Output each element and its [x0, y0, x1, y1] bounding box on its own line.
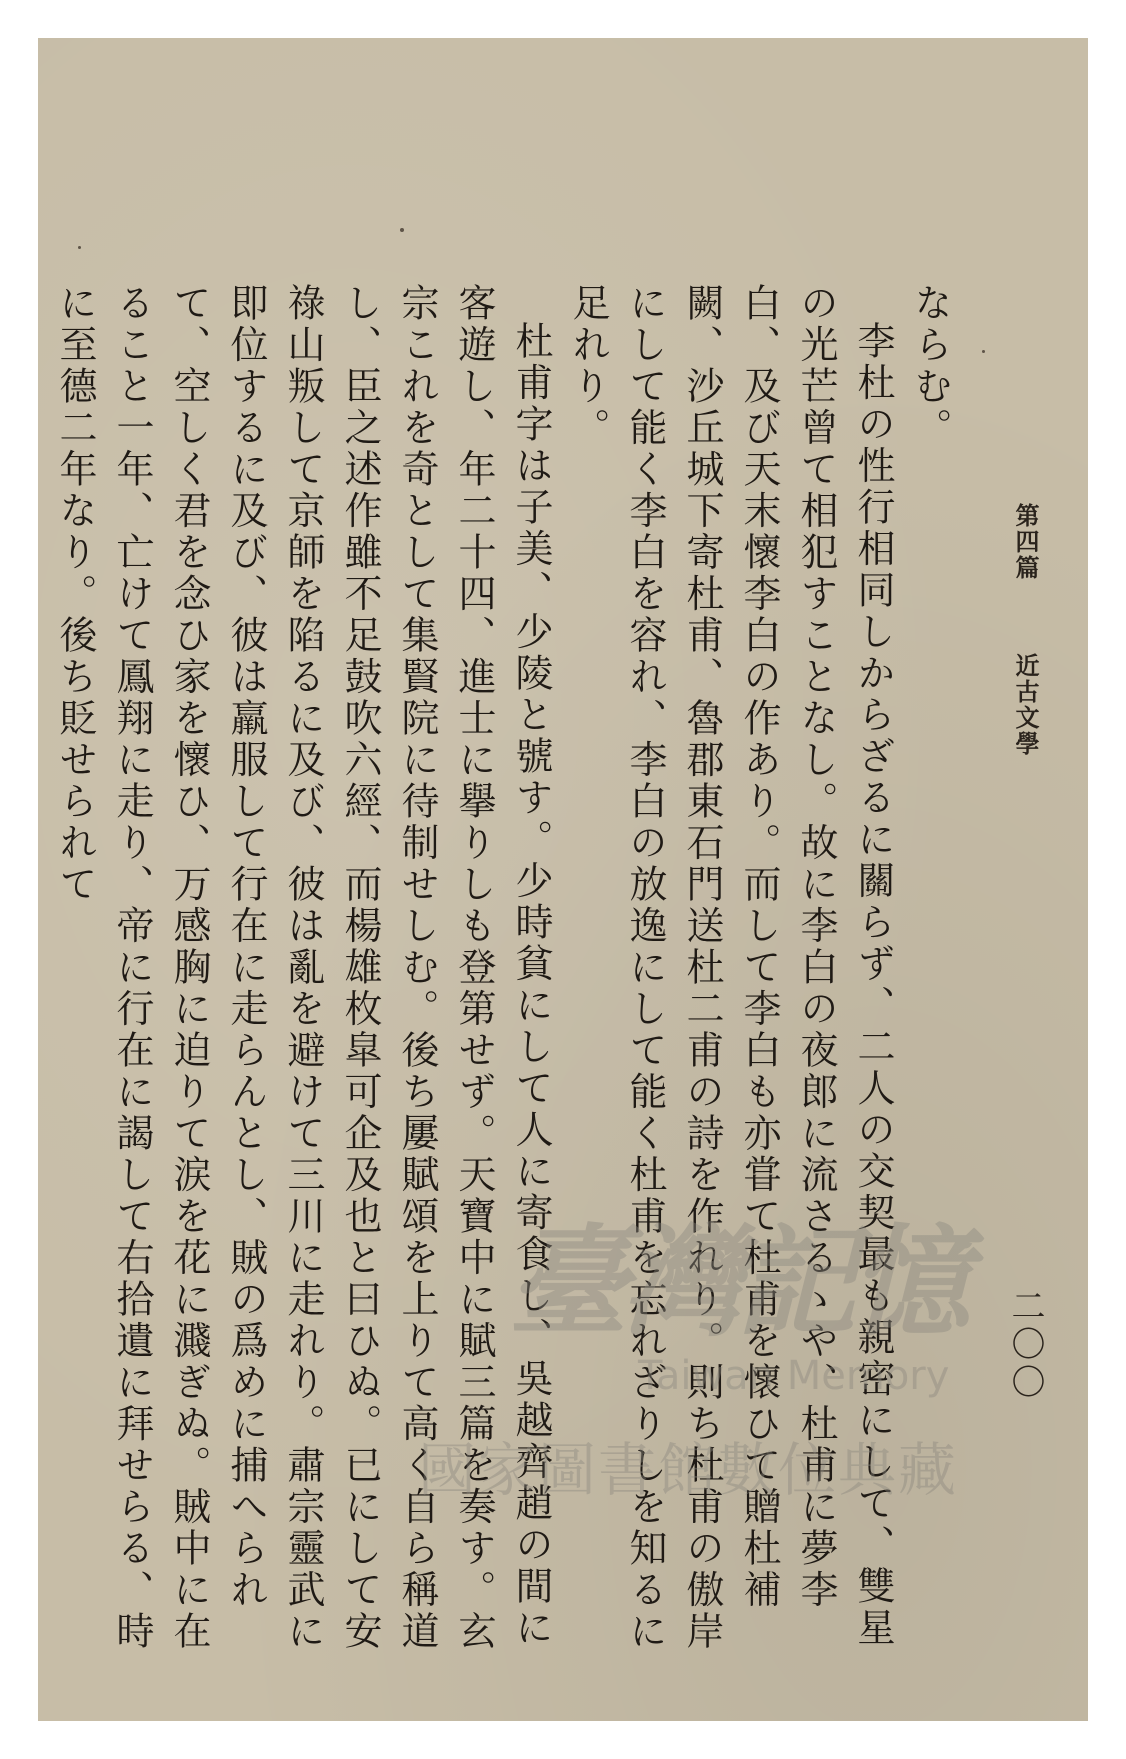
running-head: 第四篇	[1011, 503, 1040, 581]
watermark-subtitle: Taiwan Memory	[638, 1353, 950, 1399]
paragraph-continuation: ならむ。	[908, 283, 952, 449]
paragraph-li-du: 李杜の性行相同しからざるに關らず、二人の交契最も親密にして、雙星の光芒曾て相犯すことなし。故に李白の夜郎に流さるゝや、杜甫に夢李白、及び天末懷李白の作あり。而して李白も亦甞て杜甫を懷ひて贈杜補闕、沙丘城下寄杜甫、魯郡東石門送杜二甫の詩を作れり。則ち杜甫の傲岸にして能く李白を容れ、李白の放逸にして能く杜甫を忘れざりしを知るに足れり。	[566, 283, 895, 1653]
paragraph-du-fu: 杜甫字は子美、少陵と號す。少時貧にして人に寄食し、吳越齊趙の間に客遊し、年二十四、進士に擧りしも登第せず。天寶中に賦三篇を奏す。玄宗これを奇として集賢院に待制せしむ。後ち屢賦頌を上りて高く自ら稱道し、臣之述作雖不足鼓吹六經、而楊雄枚皐可企及也と曰ひぬ。已にして安祿山叛して京師を陷るに及び、彼は亂を避けて三川に走れり。肅宗靈武に即位するに及び、彼は羸服して行在に走らんとし、賊の爲めに捕へられて、空しく君を念ひ家を懷ひ、万感胸に迫りて涙を花に濺ぎぬ。賊中に在ること一年、亡けて鳳翔に走り、帝に行在に謁して右拾遺に拜せらる、時に至德二年なり。後ち貶せられて	[53, 283, 553, 1653]
section-title: 近古文學	[1011, 653, 1040, 757]
paper-speck	[400, 228, 404, 232]
book-page	[38, 38, 1088, 1721]
paper-speck	[78, 246, 81, 249]
watermark-logo: 臺灣記憶	[508, 1212, 964, 1353]
paper-speck	[982, 350, 985, 353]
library-watermark	[418, 1208, 1078, 1538]
watermark-organization: 國家圖書館數位典藏	[418, 1436, 959, 1504]
page-number: 二〇〇	[1005, 1288, 1045, 1402]
